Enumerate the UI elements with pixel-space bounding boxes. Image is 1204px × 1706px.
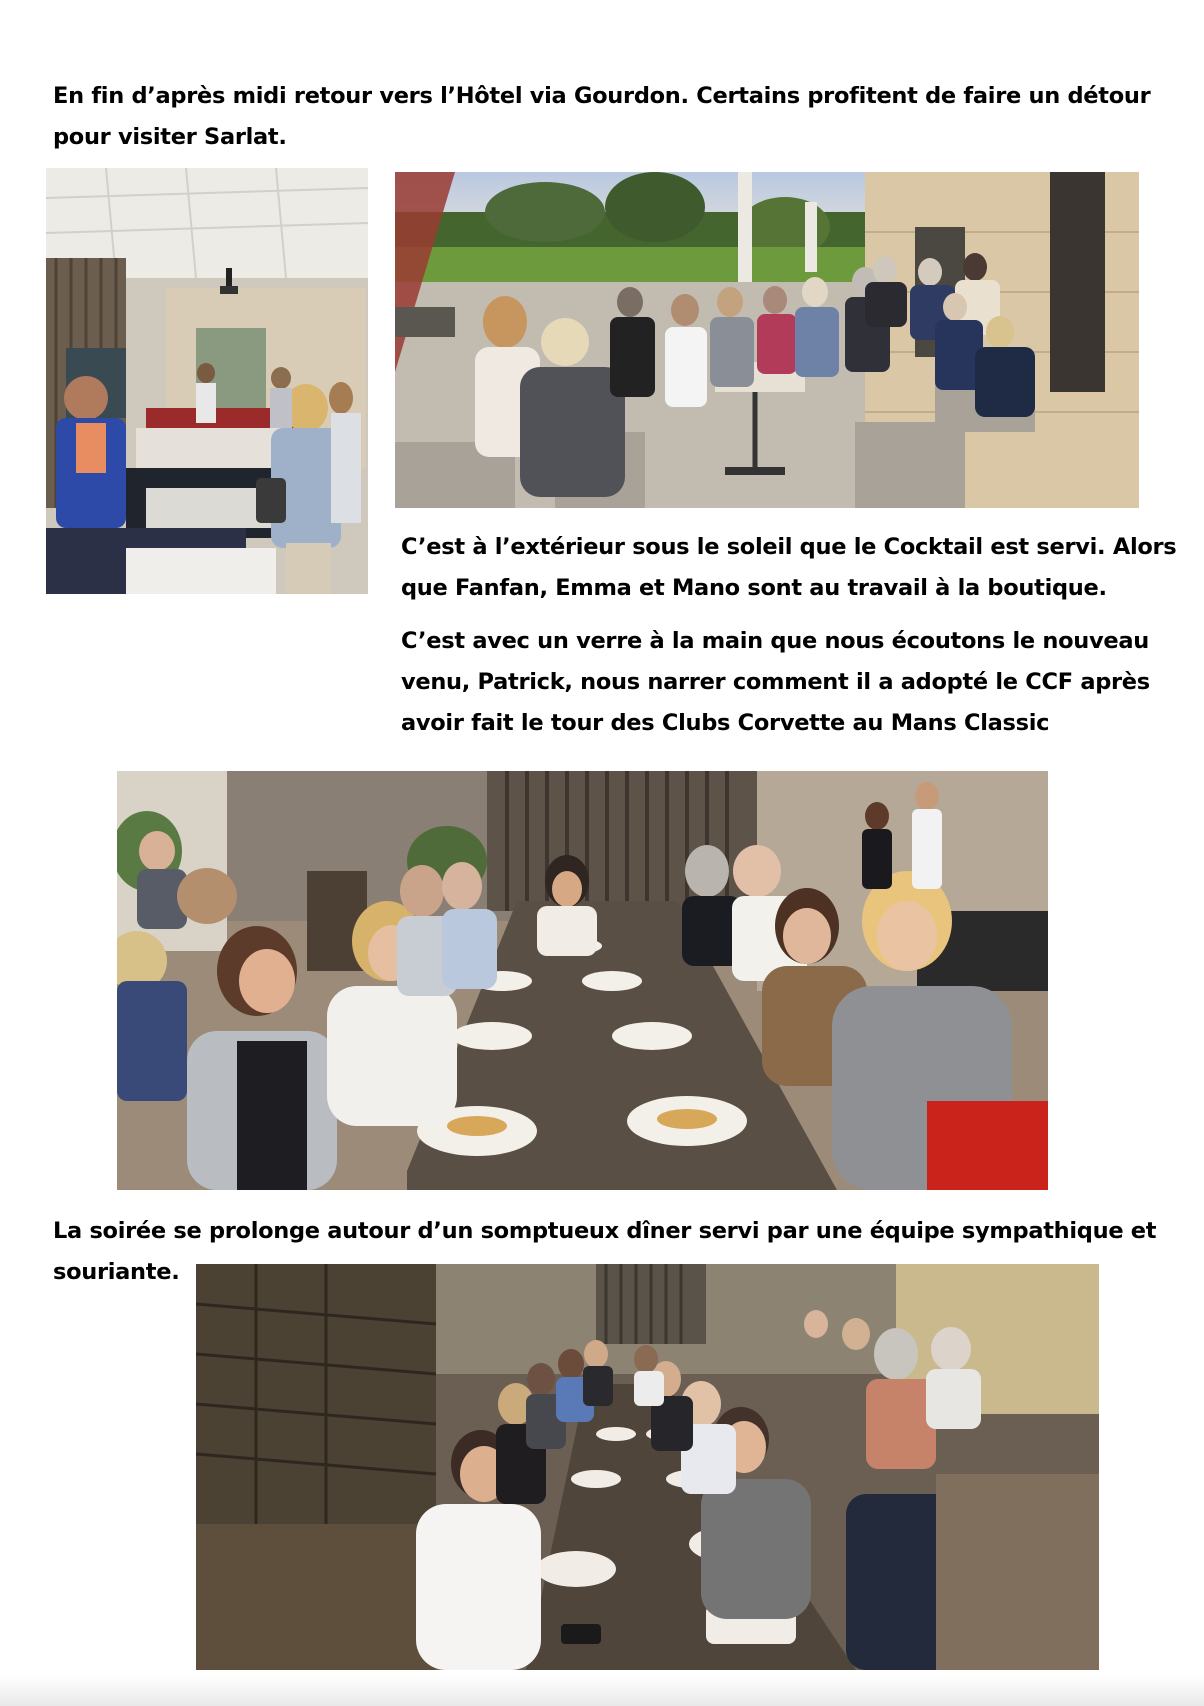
cocktail-line-1: C’est à l’extérieur sous le soleil que le Cocktail est servi. Alors bbox=[401, 534, 1177, 560]
intro-line-1: En fin d’après midi retour vers l’Hôtel via Gourdon. Certains profitent de faire un détour bbox=[53, 83, 1151, 109]
newcomer-paragraph bbox=[401, 621, 1150, 744]
cocktail-line-2: que Fanfan, Emma et Mano sont au travail à la boutique. bbox=[401, 575, 1107, 601]
newcomer-line-3: avoir fait le tour des Clubs Corvette au Mans Classic bbox=[401, 710, 1050, 736]
intro-paragraph bbox=[53, 76, 1150, 158]
intro-line-2: pour visiter Sarlat. bbox=[53, 124, 287, 150]
restaurant-table-photo bbox=[117, 771, 1048, 1190]
dinner-line-1: La soirée se prolonge autour d’un somptueux dîner servi par une équipe sympathique et bbox=[53, 1218, 1157, 1244]
newcomer-line-2: venu, Patrick, nous narrer comment il a adopté le CCF après bbox=[401, 669, 1150, 695]
dinner-table-photo bbox=[196, 1264, 1099, 1670]
cocktail-paragraph bbox=[401, 527, 1176, 609]
terrace-cocktail-photo bbox=[395, 172, 1139, 508]
newcomer-line-1: C’est avec un verre à la main que nous écoutons le nouveau bbox=[401, 628, 1149, 654]
boutique-photo bbox=[46, 168, 368, 594]
dinner-line-2: souriante. bbox=[53, 1259, 180, 1285]
page-bottom-edge bbox=[0, 1676, 1204, 1706]
